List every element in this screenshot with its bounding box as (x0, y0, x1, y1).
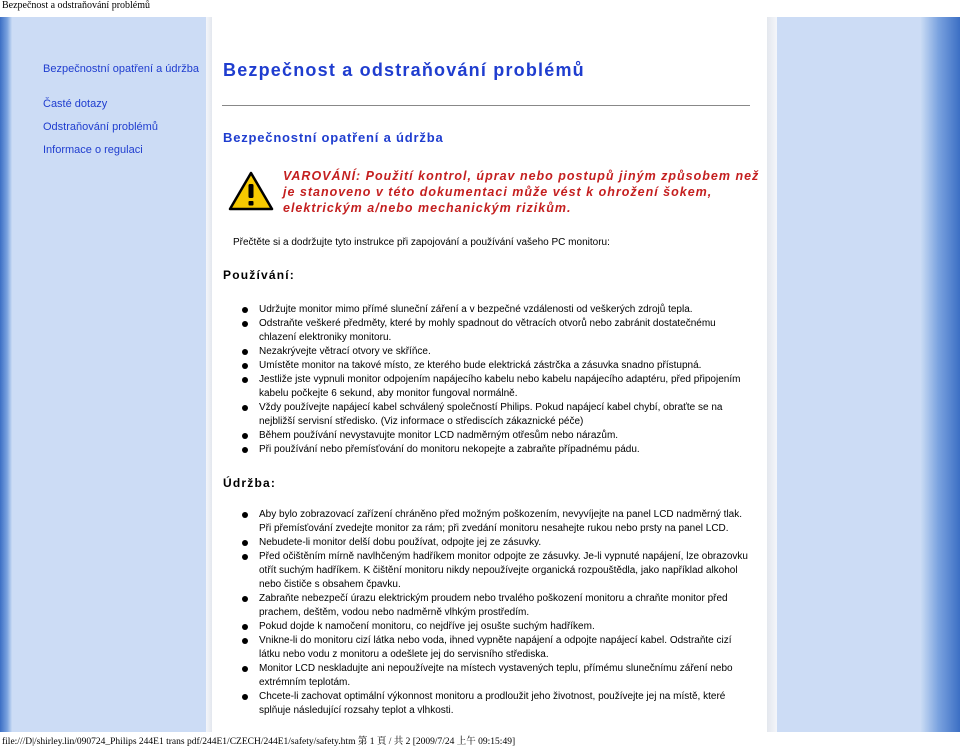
warning-text: VAROVÁNÍ: Použití kontrol, úprav nebo postupů jiným způsobem než je stanoveno v této dokumentaci může vést k ohrožení šokem, elektrickým a/nebo mechanickým rizikům. (283, 169, 760, 215)
maintenance-list-item: Nebudete-li monitor delší dobu používat, odpojte jej ze zásuvky. (241, 536, 751, 550)
left-decorative-strip (0, 17, 12, 732)
maintenance-list-item: Vnikne-li do monitoru cizí látka nebo voda, ihned vypněte napájení a odpojte napájecí kabel. Odstraňte cizí látku nebo vodu z monitoru a odešlete jej do servisního střediska. (241, 634, 751, 662)
main-content (212, 17, 767, 732)
maintenance-list (241, 508, 751, 718)
footer-path: file:///D|/shirley.lin/090724_Philips 244E1 trans pdf/244E1/CZECH/244E1/safety/safety.htm 第 1 頁 / 共 2 [2009/7/24 上午 09:15:49] (2, 737, 516, 747)
page-title: Bezpečnost a odstraňování problémů (223, 60, 585, 80)
content-right-shadow (767, 17, 777, 732)
maintenance-list-item: Chcete-li zachovat optimální výkonnost monitoru a prodloužit jeho životnost, používejte jej na místě, které splňuje následující rozsahy teplot a vlhkosti. (241, 690, 751, 718)
nav-link-troubleshooting[interactable]: Odstraňování problémů (43, 121, 158, 133)
maintenance-list-item: Zabraňte nebezpečí úrazu elektrickým proudem nebo trvalého poškození monitoru a chraňte monitor před prachem, deštěm, vodou nebo nadměrně vlhkým prostředím. (241, 592, 751, 620)
usage-heading: Používání: (223, 268, 296, 282)
maintenance-list-item: Pokud dojde k namočení monitoru, co nejdříve jej osušte suchým hadříkem. (241, 620, 751, 634)
maintenance-heading: Údržba: (223, 476, 277, 490)
usage-list-item: Během používání nevystavujte monitor LCD nadměrným otřesům nebo nárazům. (241, 429, 751, 443)
maintenance-list-item: Před očištěním mírně navlhčeným hadříkem monitor odpojte ze zásuvky. Je-li vypnuté napájení, lze obrazovku otřít suchým hadříkem. K čištění monitoru nikdy nepoužívejte organická rozpouštědla, jako například alkohol nebo čističe s obsahem čpavku. (241, 550, 751, 592)
usage-list-item: Vždy používejte napájecí kabel schválený společností Philips. Pokud napájecí kabel chybí, obraťte se na nejbližší servisní středisko. (Viz informace o střediscích zákaznické péče) (241, 401, 751, 429)
maintenance-list-item: Aby bylo zobrazovací zařízení chráněno před možným poškozením, nevyvíjejte na panel LCD nadměrný tlak. Při přemísťování zvedejte monitor za rám; při zvedání monitoru nesahejte rukou nebo prsty na panel LCD. (241, 508, 751, 536)
maintenance-list-item: Monitor LCD neskladujte ani nepoužívejte na místech vystavených teplu, přímému slunečnímu záření nebo extrémním teplotám. (241, 662, 751, 690)
sidebar-nav (12, 17, 206, 732)
right-decorative-strip (921, 17, 960, 732)
title-divider (222, 105, 750, 106)
nav-link-faq[interactable]: Časté dotazy (43, 98, 108, 110)
usage-list-item: Jestliže jste vypnuli monitor odpojením napájecího kabelu nebo kabelu napájecího adaptéru, před připojením kabelu počkejte 6 sekund, aby monitor fungoval normálně. (241, 373, 751, 401)
nav-link-safety-maintenance[interactable]: Bezpečnostní opatření a údržba (43, 63, 199, 75)
nav-link-regulatory-info[interactable]: Informace o regulaci (43, 144, 143, 156)
usage-list (241, 303, 751, 457)
right-panel (777, 17, 921, 732)
usage-list-item: Nezakrývejte větrací otvory ve skříňce. (241, 345, 751, 359)
intro-text: Přečtěte si a dodržujte tyto instrukce při zapojování a používání vašeho PC monitoru: (233, 237, 610, 248)
usage-list-item: Při používání nebo přemísťování do monitoru nekopejte a zabraňte případnému pádu. (241, 443, 751, 457)
window-title: Bezpečnost a odstraňování problémů (2, 0, 151, 11)
warning-triangle-icon (228, 171, 274, 211)
section-title: Bezpečnostní opatření a údržba (223, 130, 444, 145)
usage-list-item: Umístěte monitor na takové místo, ze kterého bude elektrická zástrčka a zásuvka snadno přístupná. (241, 359, 751, 373)
usage-list-item: Udržujte monitor mimo přímé sluneční záření a v bezpečné vzdálenosti od veškerých zdrojů tepla. (241, 303, 751, 317)
usage-list-item: Odstraňte veškeré předměty, které by mohly spadnout do větracích otvorů nebo zabránit dostatečnému chlazení elektroniky monitoru. (241, 317, 751, 345)
